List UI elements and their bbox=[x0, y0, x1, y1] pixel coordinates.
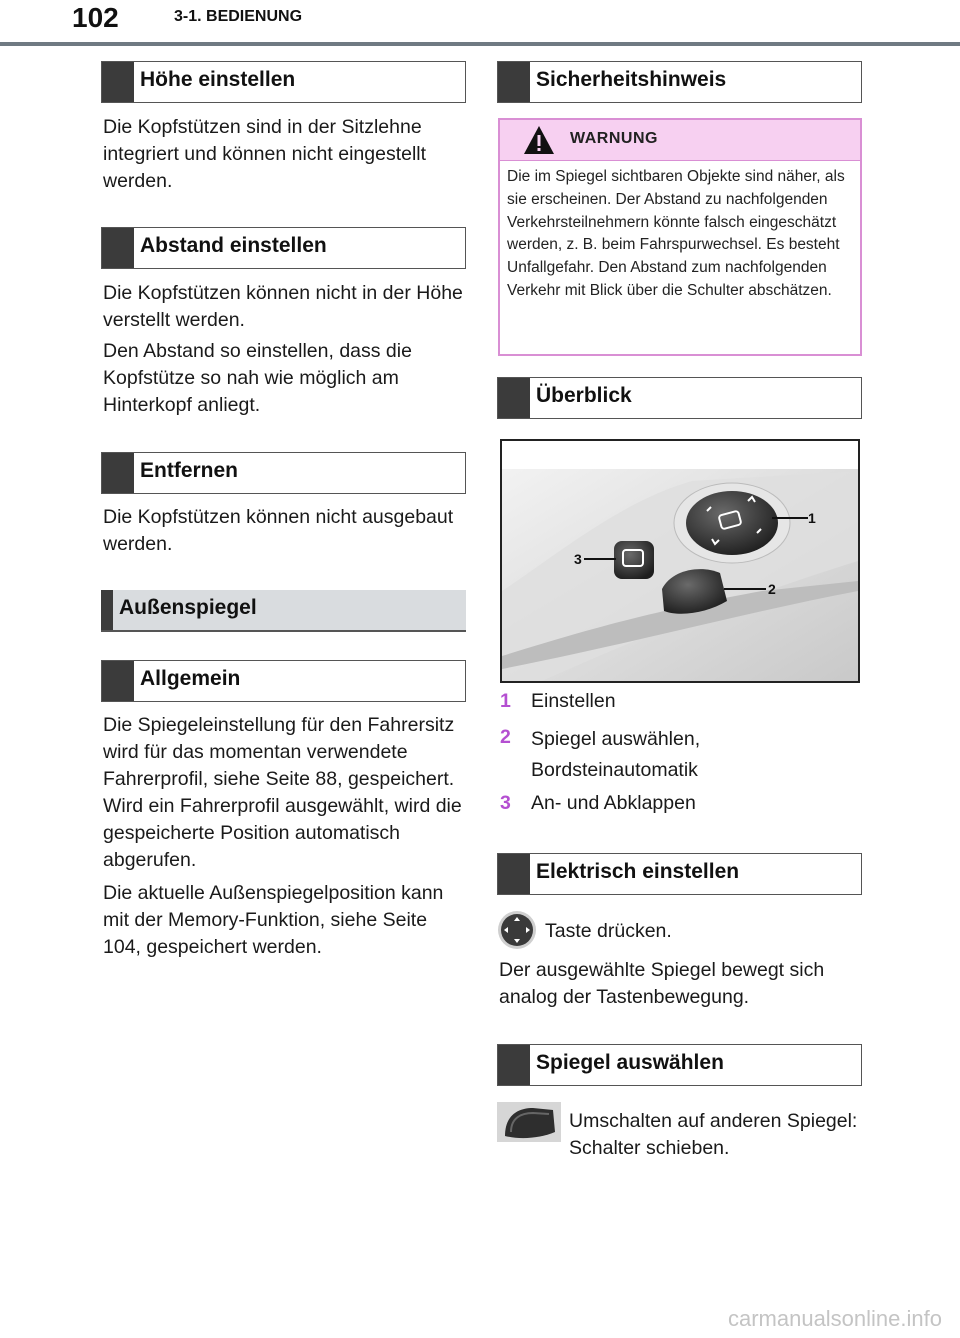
mirror-adjust-button-icon bbox=[497, 910, 537, 950]
item-number-2: 2 bbox=[500, 726, 511, 748]
warning-title: WARNUNG bbox=[570, 130, 658, 147]
paragraph-bewegt: Der ausgewählte Spiegel bewegt sich analog der Tastenbewegung. bbox=[499, 959, 825, 1008]
paragraph-allgemein-2: Die aktuelle Außenspiegelposition kann mit der Memory-Funktion, siehe Seite 104, gespeichert werden. bbox=[103, 882, 444, 958]
heading-ueberblick: Überblick bbox=[497, 377, 862, 419]
header-rule bbox=[0, 42, 960, 46]
heading-sicherheitshinweis: Sicherheitshinweis bbox=[497, 61, 862, 103]
paragraph-taste: Taste drücken. bbox=[545, 920, 672, 942]
paragraph-abstand-2: Den Abstand so einstellen, dass die Kopfstütze so nah wie möglich am Hinterkopf anliegt. bbox=[103, 340, 412, 416]
mirror-select-switch-icon bbox=[497, 1102, 561, 1142]
watermark: carmanualsonline.info bbox=[727, 1306, 942, 1331]
heading-elektrisch-einstellen: Elektrisch einstellen bbox=[497, 853, 862, 895]
item-number-1: 1 bbox=[500, 690, 511, 712]
chapter-title: 3-1. BEDIENUNG bbox=[174, 8, 303, 25]
warning-text: Die im Spiegel sichtbaren Objekte sind näher, als sie erscheinen. Der Abstand zu nachfolgenden Verkehrsteilnehmern könnte falsch eingeschätzt werden, z. B. beim Fahrspurwechsel. Es besteht Unfallgefahr. Den Abstand zum nachfolgenden Verkehr mit Blick über die Schulter abschätzen. bbox=[507, 168, 845, 299]
callout-1: 1 bbox=[808, 510, 816, 526]
warning-box bbox=[498, 118, 862, 356]
callout-2: 2 bbox=[768, 581, 776, 597]
warning-triangle-icon bbox=[522, 124, 556, 156]
paragraph-hoehe: Die Kopfstützen sind in der Sitzlehne integriert und können nicht eingestellt werden. bbox=[103, 116, 427, 192]
paragraph-umschalten: Umschalten auf anderen Spiegel: Schalter schieben. bbox=[569, 1110, 858, 1159]
item-label-3: An- und Abklappen bbox=[531, 792, 696, 814]
heading-aussenspiegel: Außenspiegel bbox=[101, 590, 466, 632]
heading-hoehe-einstellen: Höhe einstellen bbox=[101, 61, 466, 103]
heading-allgemein: Allgemein bbox=[101, 660, 466, 702]
page-header bbox=[0, 0, 960, 48]
mirror-control-image bbox=[500, 439, 860, 683]
heading-entfernen: Entfernen bbox=[101, 452, 466, 494]
paragraph-entfernen: Die Kopfstützen können nicht ausgebaut werden. bbox=[103, 506, 454, 555]
heading-spiegel-auswaehlen: Spiegel auswählen bbox=[497, 1044, 862, 1086]
item-label-2: Spiegel auswählen, Bordsteinautomatik bbox=[531, 728, 701, 781]
heading-abstand-einstellen: Abstand einstellen bbox=[101, 227, 466, 269]
mirror-switch-illustration bbox=[502, 441, 858, 681]
item-label-1: Einstellen bbox=[531, 690, 616, 712]
item-number-3: 3 bbox=[500, 792, 511, 814]
page-number: 102 bbox=[72, 2, 119, 33]
paragraph-allgemein-1: Die Spiegeleinstellung für den Fahrersitz wird für das momentan verwendete Fahrerprofil, siehe Seite 88, gespeichert. Wird ein Fahrerprofil ausgewählt, wird die gespeicherte Position automatisch abgerufen. bbox=[103, 714, 462, 871]
callout-3: 3 bbox=[574, 551, 582, 567]
paragraph-abstand-1: Die Kopfstützen können nicht in der Höhe verstellt werden. bbox=[103, 282, 463, 331]
